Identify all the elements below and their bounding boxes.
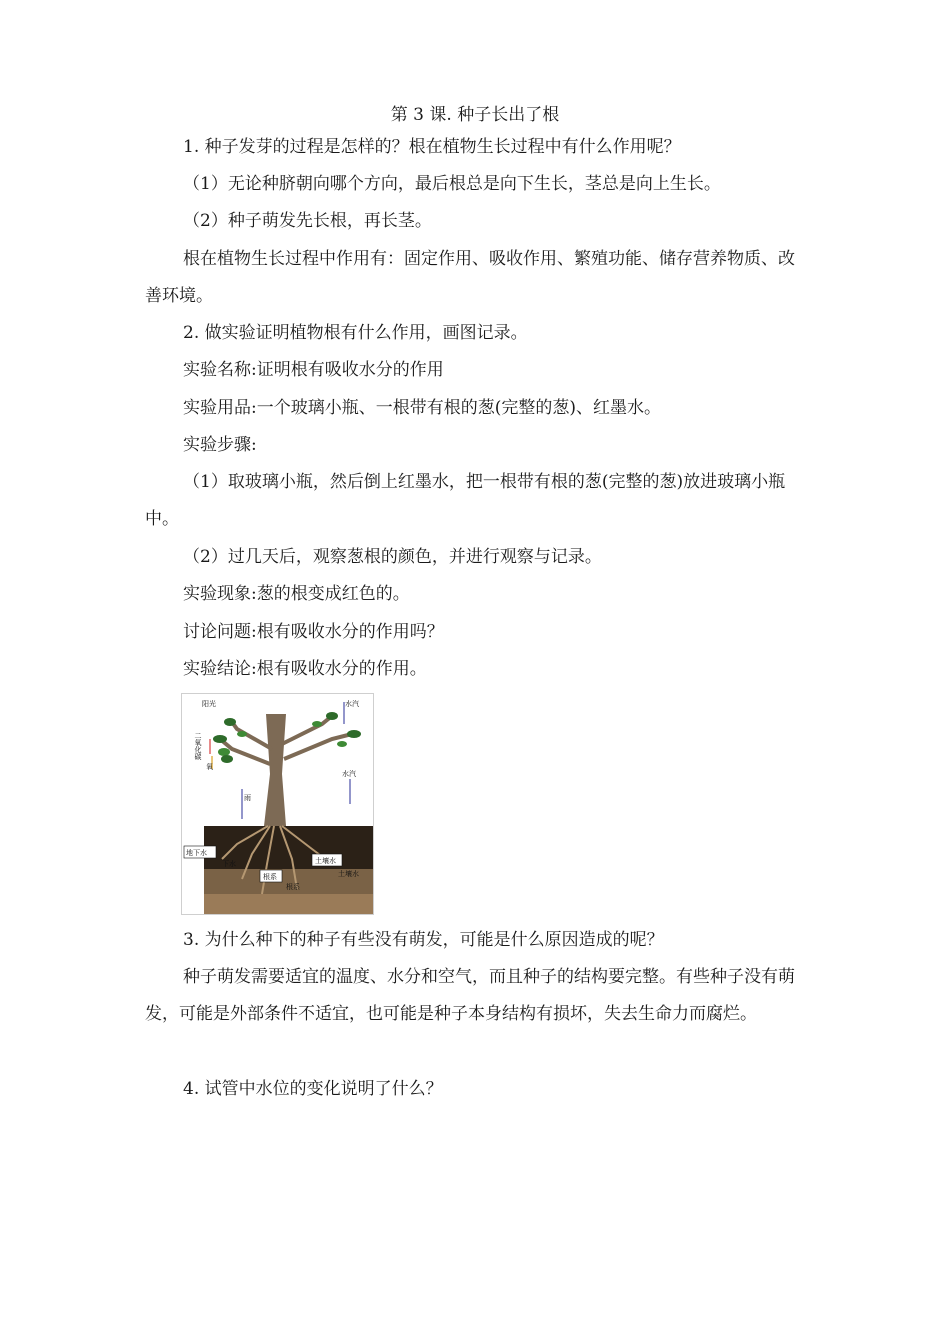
label-co2: 二氧化碳 xyxy=(194,732,202,760)
experiment-conclusion: 实验结论:根有吸收水分的作用。 xyxy=(183,659,427,679)
label-sunlight: 阳光 xyxy=(202,700,216,708)
label-vapor-mid: 水汽 xyxy=(342,770,356,778)
question-3: 3. 为什么种下的种子有些没有萌发，可能是什么原因造成的呢？ xyxy=(183,930,664,950)
tree-water-cycle-figure xyxy=(181,693,374,915)
experiment-name: 实验名称:证明根有吸收水分的作用 xyxy=(183,360,444,380)
experiment-steps-label: 实验步骤: xyxy=(183,435,257,455)
experiment-step-1: （1）取玻璃小瓶，然后倒上红墨水，把一根带有根的葱(完整的葱)放进玻璃小瓶中。 xyxy=(145,472,786,529)
experiment-materials: 实验用品:一个玻璃小瓶、一根带有根的葱(完整的葱)、红墨水。 xyxy=(183,398,661,418)
label-rain: 雨 xyxy=(244,794,251,802)
label-soil-water: 土壤水 xyxy=(315,857,336,865)
q1-answer-2: （2）种子萌发先长根，再长茎。 xyxy=(183,211,432,231)
experiment-phenomenon: 实验现象:葱的根变成红色的。 xyxy=(183,584,410,604)
q1-answer-1: （1）无论种脐朝向哪个方向，最后根总是向下生长，茎总是向上生长。 xyxy=(183,174,721,194)
question-2: 2. 做实验证明植物根有什么作用，画图记录。 xyxy=(183,323,528,343)
question-1: 1. 种子发芽的过程是怎样的？根在植物生长过程中有什么作用呢？ xyxy=(183,137,681,157)
question-4: 4. 试管中水位的变化说明了什么？ xyxy=(183,1079,443,1099)
label-groundwater: 地下水 xyxy=(186,849,207,857)
label-vapor-top: 水汽 xyxy=(345,700,359,708)
label-root-hairs: 根系 xyxy=(286,883,300,891)
tree-diagram-svg xyxy=(182,694,373,914)
experiment-discussion: 讨论问题:根有吸收水分的作用吗？ xyxy=(183,622,444,642)
q3-answer: 种子萌发需要适宜的温度、水分和空气，而且种子的结构要完整。有些种子没有萌发，可能是外部条件不适宜，也可能是种子本身结构有损坏，失去生命力而腐烂。 xyxy=(145,967,795,1024)
page-title: 第 3 课. 种子长出了根 xyxy=(390,105,560,125)
label-soil-water-2: 土壤水 xyxy=(338,870,359,878)
label-water-under: 下水 xyxy=(222,860,236,868)
label-roots: 根系 xyxy=(263,873,277,881)
experiment-step-2: （2）过几天后，观察葱根的颜色，并进行观察与记录。 xyxy=(183,547,602,567)
label-oxygen: 氧 xyxy=(206,763,213,771)
q1-answer-3: 根在植物生长过程中作用有：固定作用、吸收作用、繁殖功能、储存营养物质、改善环境。 xyxy=(145,249,795,306)
